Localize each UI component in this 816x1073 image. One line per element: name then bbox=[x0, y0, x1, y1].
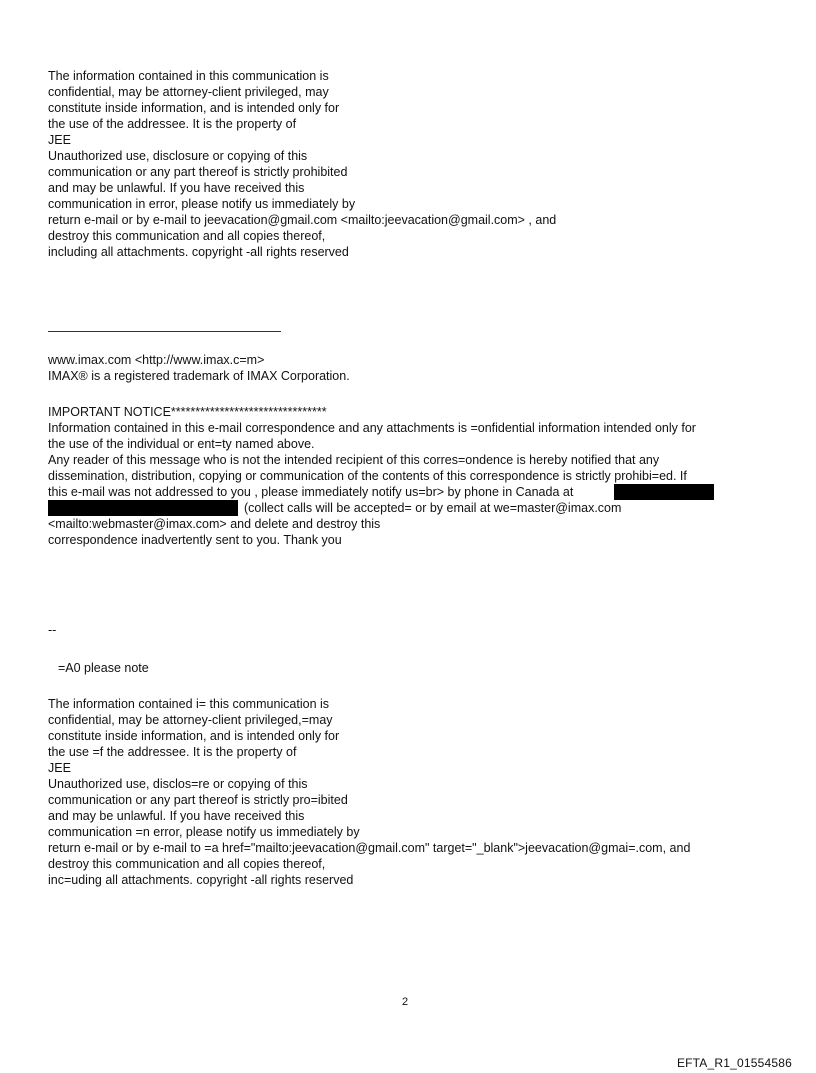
text-line: the use =f the addressee. It is the property of bbox=[48, 745, 297, 759]
text-line: and may be unlawful. If you have received this bbox=[48, 181, 305, 195]
text-line: www.imax.com <http://www.imax.c=m> bbox=[48, 353, 265, 367]
text-line: the use of the individual or ent=ty named above. bbox=[48, 437, 315, 451]
text-line: IMPORTANT NOTICE******************************** bbox=[48, 405, 327, 419]
page-number: 2 bbox=[402, 996, 409, 1008]
text-line: correspondence inadvertently sent to you. Thank you bbox=[48, 533, 342, 547]
text-line: The information contained in this communication is bbox=[48, 69, 329, 83]
text-line: and may be unlawful. If you have received this bbox=[48, 809, 305, 823]
text-line: Information contained in this e-mail correspondence and any attachments is =onfidential information intended only for bbox=[48, 421, 696, 435]
document-id: EFTA_R1_01554586 bbox=[676, 1056, 792, 1070]
redaction-box bbox=[614, 484, 714, 500]
text-line: return e-mail or by e-mail to =a href="mailto:jeevacation@gmail.com" target="_blank">jeevacation@gmai=.com, and bbox=[48, 841, 691, 855]
text-line: (collect calls will be accepted= or by email at we=master@imax.com bbox=[244, 501, 622, 515]
text-line: Unauthorized use, disclosure or copying of this bbox=[48, 149, 308, 163]
text-line: dissemination, distribution, copying or communication of the contents of this correspondence is strictly prohibi=ed. If bbox=[48, 469, 687, 483]
text-line: IMAX® is a registered trademark of IMAX Corporation. bbox=[48, 369, 350, 383]
text-line: communication =n error, please notify us immediately by bbox=[48, 825, 360, 839]
text-line: this e-mail was not addressed to you , please immediately notify us=br> by phone in Canada at bbox=[48, 485, 574, 499]
note-text: =A0 please note bbox=[58, 661, 149, 675]
text-line: inc=uding all attachments. copyright -all rights reserved bbox=[48, 873, 354, 887]
separator-text: -- bbox=[48, 623, 57, 637]
text-line: the use of the addressee. It is the property of bbox=[48, 117, 297, 131]
text-line: Unauthorized use, disclos=re or copying of this bbox=[48, 777, 308, 791]
text-line: destroy this communication and all copies thereof, bbox=[48, 229, 326, 243]
text-line: communication or any part thereof is strictly pro=ibited bbox=[48, 793, 348, 807]
text-line: The information contained i= this communication is bbox=[48, 697, 330, 711]
text-line: JEE bbox=[48, 761, 71, 775]
signature-divider bbox=[48, 331, 281, 332]
text-line: communication or any part thereof is strictly prohibited bbox=[48, 165, 348, 179]
text-line: Any reader of this message who is not the intended recipient of this corres=ondence is hereby notified that any bbox=[48, 453, 660, 467]
text-line: <mailto:webmaster@imax.com> and delete and destroy this bbox=[48, 517, 381, 531]
text-line: including all attachments. copyright -all rights reserved bbox=[48, 245, 349, 259]
text-line: constitute inside information, and is intended only for bbox=[48, 729, 340, 743]
text-line: constitute inside information, and is intended only for bbox=[48, 101, 340, 115]
redaction-box bbox=[48, 500, 238, 516]
text-line: return e-mail or by e-mail to jeevacation@gmail.com <mailto:jeevacation@gmail.com> , and bbox=[48, 213, 557, 227]
text-line: communication in error, please notify us immediately by bbox=[48, 197, 356, 211]
text-line: JEE bbox=[48, 133, 71, 147]
text-line: confidential, may be attorney-client privileged, may bbox=[48, 85, 329, 99]
text-line: destroy this communication and all copies thereof, bbox=[48, 857, 326, 871]
text-line: confidential, may be attorney-client privileged,=may bbox=[48, 713, 333, 727]
